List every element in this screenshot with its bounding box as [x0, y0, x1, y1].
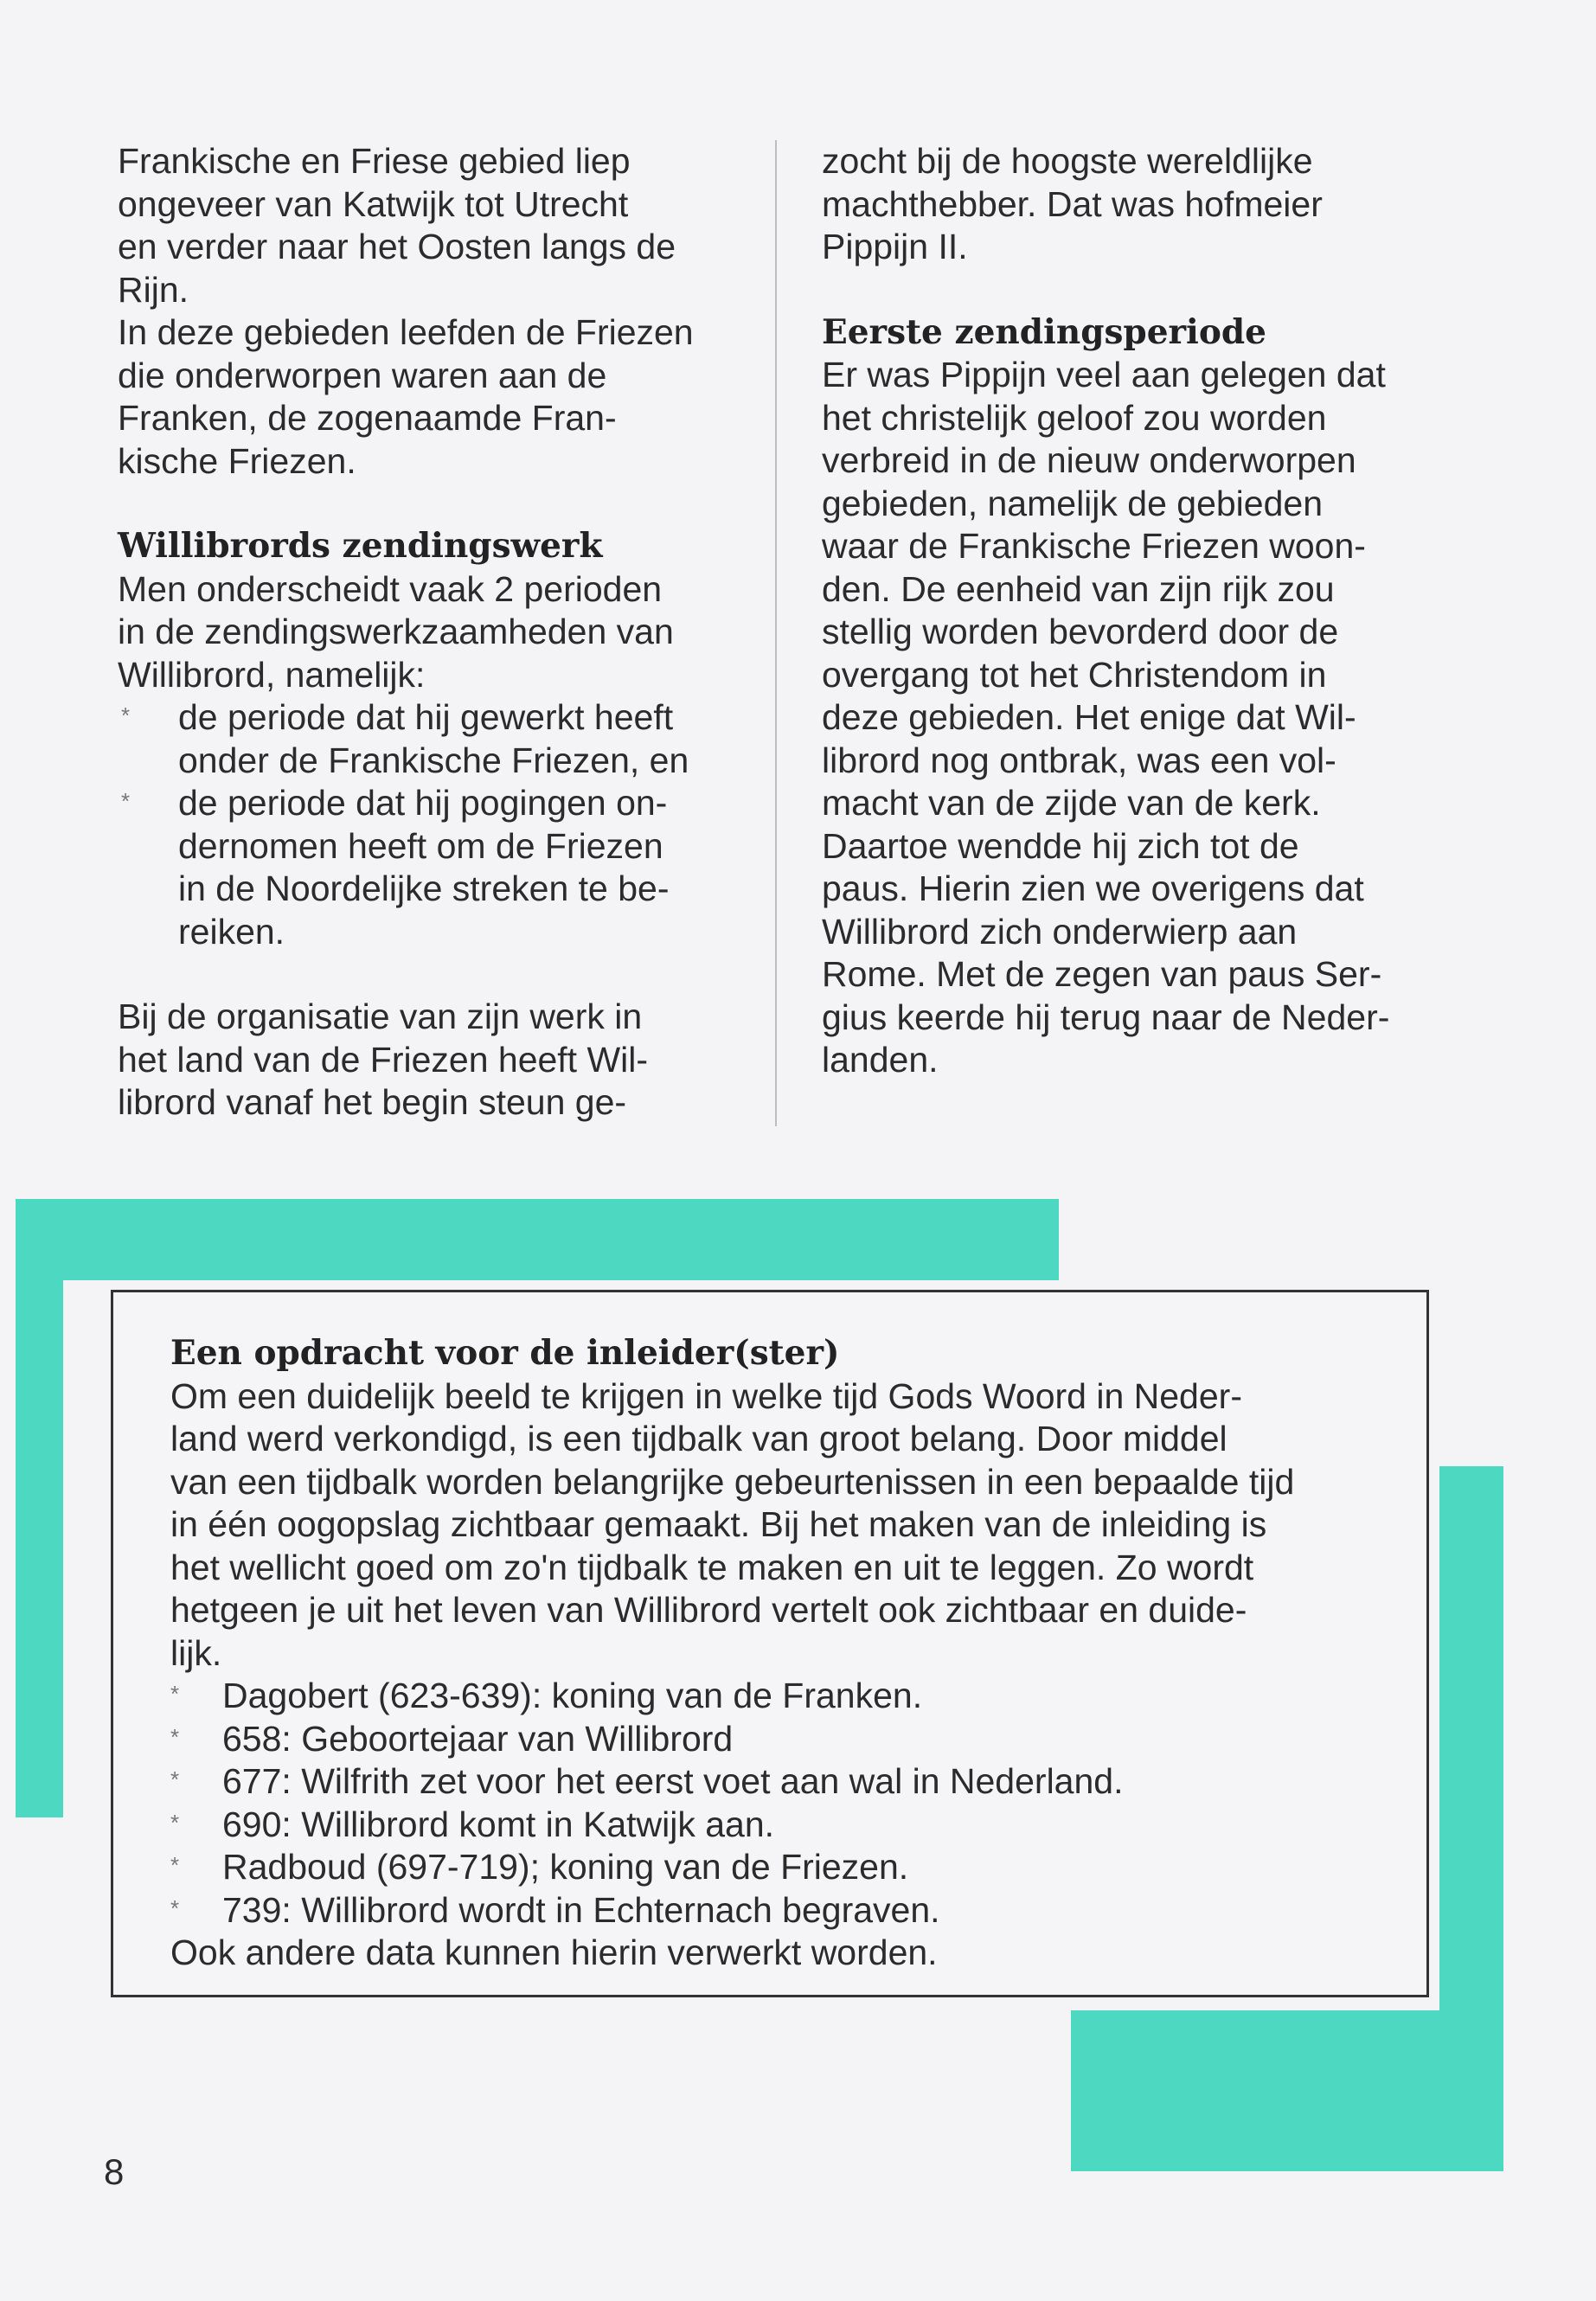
column-divider — [775, 140, 777, 1126]
text-line: gius keerde hij terug naar de Neder- — [822, 997, 1390, 1037]
text-line: de periode dat hij pogingen on- — [178, 783, 668, 823]
assignment-box — [111, 1290, 1429, 1997]
section-heading-willibrords-zendingswerk: Willibrords zendingswerk — [118, 526, 603, 566]
asterisk-bullet-icon: * — [170, 1681, 180, 1707]
text-line: Er was Pippijn veel aan gelegen dat — [822, 355, 1386, 394]
timeline-item-text: 739: Willibrord wordt in Echternach begraven. — [222, 1889, 940, 1930]
text-line: macht van de zijde van de kerk. — [822, 783, 1321, 823]
timeline-item-text: 677: Wilfrith zet voor het eerst voet aan wal in Nederland. — [222, 1761, 1124, 1801]
list-item — [118, 782, 758, 953]
text-line: Willibrord, namelijk: — [118, 654, 426, 695]
text-line: kische Friezen. — [118, 440, 356, 481]
timeline-item-text: Dagobert (623-639): koning van de Franken. — [222, 1676, 923, 1715]
text-line: land werd verkondigd, is een tijdbalk van groot belang. Door middel — [170, 1419, 1227, 1458]
text-line: zocht bij de hoogste wereldlijke — [822, 141, 1313, 181]
list-item — [118, 696, 758, 782]
text-line: machthebber. Dat was hofmeier — [822, 183, 1323, 224]
text-line: In deze gebieden leefden de Friezen — [118, 312, 694, 352]
right-column — [822, 140, 1445, 1082]
text-line: hetgeen je uit het leven van Willibrord vertelt ook zichtbaar en duide- — [170, 1590, 1247, 1630]
text-line: dernomen heeft om de Friezen — [178, 825, 663, 866]
text-line: waar de Frankische Friezen woon- — [822, 526, 1366, 566]
text-line: librord nog ontbrak, was een vol- — [822, 740, 1336, 780]
text-line: landen. — [822, 1040, 939, 1080]
assignment-closing: Ook andere data kunnen hierin verwerkt worden. — [170, 1932, 938, 1972]
text-line: Men onderscheidt vaak 2 perioden — [118, 568, 663, 609]
assignment-box-content — [170, 1332, 1381, 1975]
timeline-item-text: Radboud (697-719); koning van de Friezen. — [222, 1847, 909, 1887]
section-heading-eerste-zendingsperiode: Eerste zendingsperiode — [822, 311, 1266, 352]
text-line: stellig worden bevorderd door de — [822, 612, 1339, 651]
text-line: librord vanaf het begin steun ge- — [118, 1082, 627, 1122]
list-item — [170, 1718, 1381, 1761]
left-column — [118, 140, 758, 1125]
text-line: de periode dat hij gewerkt heeft — [178, 697, 674, 737]
assignment-heading: Een opdracht voor de inleider(ster) — [170, 1333, 840, 1373]
text-line: het wellicht goed om zo'n tijdbalk te maken en uit te leggen. Zo wordt — [170, 1547, 1254, 1587]
assignment-intro — [170, 1375, 1381, 1676]
period-list — [118, 696, 758, 953]
asterisk-bullet-icon: * — [170, 1723, 180, 1750]
text-line: Om een duidelijk beeld te krijgen in welke tijd Gods Woord in Neder- — [170, 1375, 1242, 1416]
text-line: ongeveer van Katwijk tot Utrecht — [118, 183, 629, 224]
list-item — [170, 1675, 1381, 1718]
asterisk-bullet-icon: * — [170, 1809, 180, 1836]
text-line: in de zendingswerkzaamheden van — [118, 612, 674, 651]
teal-accent-bottom — [1071, 2010, 1503, 2171]
text-line: Daartoe wendde hij zich tot de — [822, 825, 1299, 866]
text-line: deze gebieden. Het enige dat Wil- — [822, 697, 1356, 737]
text-line: Rijn. — [118, 269, 189, 310]
asterisk-bullet-icon: * — [121, 702, 131, 728]
asterisk-bullet-icon: * — [121, 788, 131, 814]
text-line: reiken. — [178, 911, 285, 952]
text-line: Franken, de zogenaamde Fran- — [118, 398, 617, 438]
left-intro — [118, 568, 758, 697]
teal-accent-top — [16, 1199, 1059, 1280]
left-para-3 — [118, 996, 758, 1125]
right-para-2 — [822, 354, 1445, 1082]
text-line: van een tijdbalk worden belangrijke gebeurtenissen in een bepaalde tijd — [170, 1461, 1295, 1502]
list-item — [170, 1889, 1381, 1932]
text-line: in één oogopslag zichtbaar gemaakt. Bij het maken van de inleiding is — [170, 1504, 1267, 1544]
left-para-1 — [118, 140, 758, 483]
text-line: in de Noordelijke streken te be- — [178, 868, 670, 908]
asterisk-bullet-icon: * — [170, 1852, 180, 1878]
text-line: het land van de Friezen heeft Wil- — [118, 1039, 649, 1080]
text-line: het christelijk geloof zou worden — [822, 397, 1327, 438]
text-line: lijk. — [170, 1632, 222, 1673]
page-number: 8 — [104, 2151, 125, 2192]
text-line: die onderworpen waren aan de — [118, 355, 607, 395]
teal-accent-left — [16, 1199, 63, 1817]
timeline-item-text: 690: Willibrord komt in Katwijk aan. — [222, 1804, 775, 1844]
right-para-1 — [822, 140, 1445, 269]
list-item — [170, 1846, 1381, 1889]
text-line: Willibrord zich onderwierp aan — [822, 911, 1298, 952]
list-item — [170, 1760, 1381, 1804]
text-line: Rome. Met de zegen van paus Ser- — [822, 954, 1382, 994]
timeline-item-text: 658: Geboortejaar van Willibrord — [222, 1718, 734, 1759]
text-line: paus. Hierin zien we overigens dat — [822, 868, 1364, 908]
text-line: en verder naar het Oosten langs de — [118, 227, 676, 266]
text-line: Frankische en Friese gebied liep — [118, 141, 631, 181]
timeline-list — [170, 1675, 1381, 1932]
text-line: overgang tot het Christendom in — [822, 654, 1327, 695]
text-line: gebieden, namelijk de gebieden — [822, 483, 1324, 523]
asterisk-bullet-icon: * — [170, 1766, 180, 1792]
text-line: onder de Frankische Friezen, en — [178, 740, 689, 780]
text-line: Bij de organisatie van zijn werk in — [118, 997, 643, 1036]
list-item — [170, 1804, 1381, 1847]
text-line: den. De eenheid van zijn rijk zou — [822, 568, 1335, 609]
text-line: verbreid in de nieuw onderworpen — [822, 440, 1356, 480]
asterisk-bullet-icon: * — [170, 1894, 180, 1921]
text-line: Pippijn II. — [822, 227, 968, 266]
